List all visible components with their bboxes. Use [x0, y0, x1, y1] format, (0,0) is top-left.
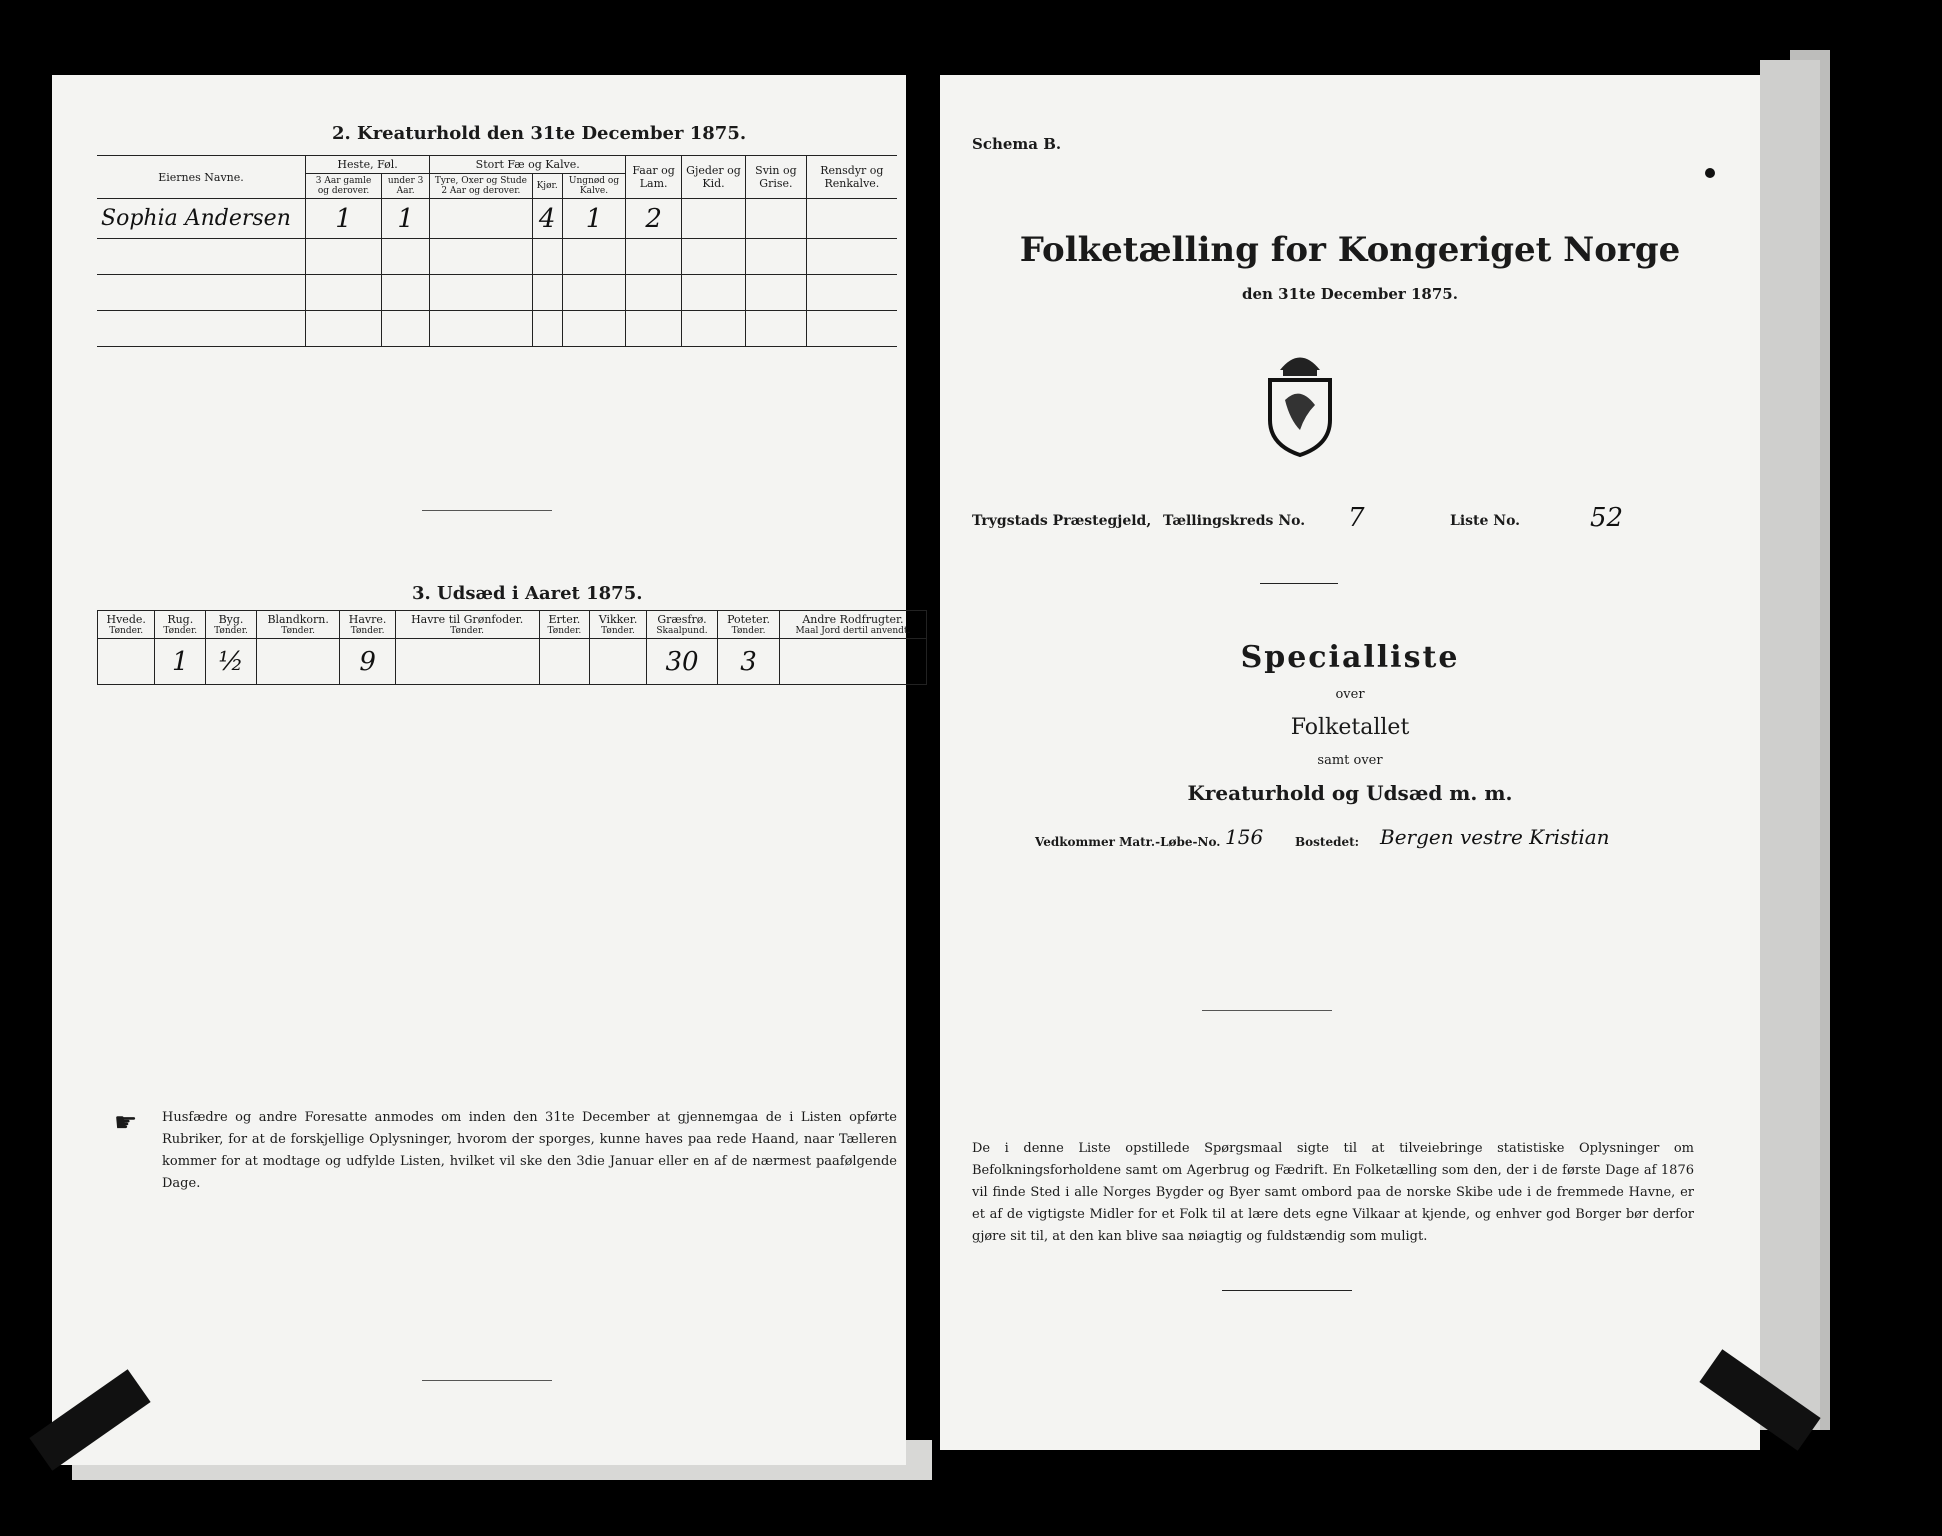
coat-of-arms-icon [1255, 340, 1345, 460]
seed-table [97, 610, 927, 685]
seed-header-name: Byg. [218, 613, 244, 626]
seed-header-name: Havre til Grønfoder. [411, 613, 524, 626]
liste-value: 52 [1590, 503, 1624, 533]
seed-header-name: Havre. [348, 613, 387, 626]
cell-horse-a: 1 [306, 199, 382, 239]
divider [1222, 1290, 1352, 1291]
header-cattle-b: Kjør. [532, 174, 562, 199]
table-row [97, 239, 897, 275]
header-owner: Eiernes Navne. [97, 156, 306, 199]
main-title: Folketælling for Kongeriget Norge [1019, 230, 1681, 270]
seed-header-unit: Tønder. [731, 626, 766, 636]
seed-value: 30 [646, 639, 717, 685]
seed-header-name: Blandkorn. [267, 613, 329, 626]
cell-sheep: 2 [626, 199, 682, 239]
table-row [98, 639, 927, 685]
seed-header-unit: Tønder. [109, 626, 144, 636]
seed-header [539, 611, 590, 639]
section2-title: 2. Kreaturhold den 31te December 1875. [332, 123, 747, 144]
seed-value: 9 [340, 639, 395, 685]
seed-header-unit: Tønder. [350, 626, 385, 636]
seed-value [779, 639, 926, 685]
cell-cattle-a [430, 199, 532, 239]
pointing-hand-icon: ☛ [114, 1108, 138, 1138]
schema-label: Schema B. [972, 135, 1062, 153]
seed-value: 1 [155, 639, 206, 685]
folketallet-label: Folketallet [1290, 715, 1410, 740]
header-cattle-a: Tyre, Oxer og Stude 2 Aar og derover. [430, 174, 532, 199]
seed-header [98, 611, 155, 639]
seed-header-name: Erter. [548, 613, 581, 626]
seed-header [206, 611, 257, 639]
cell-horse-b: 1 [382, 199, 430, 239]
header-pig: Svin og Grise. [746, 156, 807, 199]
table-row [97, 275, 897, 311]
over-label: over [1335, 687, 1365, 702]
tellingskrets-label: Tællingskreds No. [1163, 513, 1306, 529]
seed-header [256, 611, 340, 639]
seed-header-unit: Tønder. [450, 626, 485, 636]
table-row [97, 199, 897, 239]
seed-header-name: Andre Rodfrugter. [802, 613, 904, 626]
liste-label: Liste No. [1450, 513, 1521, 529]
section3-title: 3. Udsæd i Aaret 1875. [412, 583, 643, 604]
seed-header-unit: Tønder. [214, 626, 248, 636]
left-page [52, 75, 911, 1465]
prestegjeld-label: Trygstads Præstegjeld, [972, 513, 1152, 529]
seed-header [155, 611, 206, 639]
header-horse: Heste, Føl. [306, 156, 430, 174]
seed-header-unit: Tønder. [547, 626, 582, 636]
matr-label: Vedkommer Matr.-Løbe-No. [1035, 835, 1221, 849]
owner-name: Sophia Andersen [97, 199, 306, 239]
seed-header [718, 611, 780, 639]
table-row [97, 311, 897, 347]
seed-value [539, 639, 590, 685]
seed-value [395, 639, 539, 685]
cell-pig [746, 199, 807, 239]
matr-value: 156 [1225, 825, 1264, 849]
bosted-value: Bergen vestre Kristian [1380, 825, 1610, 849]
seed-header-unit: Skaalpund. [656, 626, 708, 636]
cell-reindeer [806, 199, 897, 239]
header-goat: Gjeder og Kid. [681, 156, 745, 199]
page-stack-edge [1760, 60, 1820, 1430]
header-cattle-c: Ungnød og Kalve. [562, 174, 626, 199]
divider [1202, 1010, 1332, 1011]
kreaturhold-label: Kreaturhold og Udsæd m. m. [1187, 781, 1513, 805]
seed-header-name: Poteter. [727, 613, 771, 626]
cell-cattle-b: 4 [532, 199, 562, 239]
bosted-label: Bostedet: [1295, 835, 1360, 849]
subtitle: den 31te December 1875. [1242, 285, 1458, 303]
header-sheep: Faar og Lam. [626, 156, 682, 199]
specialliste-title: Specialliste [1240, 640, 1460, 675]
divider [422, 1380, 552, 1381]
seed-header-name: Vikker. [598, 613, 638, 626]
seed-header [779, 611, 926, 639]
cell-cattle-c: 1 [562, 199, 626, 239]
seed-header [340, 611, 395, 639]
seed-header [646, 611, 717, 639]
seed-value [256, 639, 340, 685]
cell-goat [681, 199, 745, 239]
seed-header-name: Græsfrø. [657, 613, 707, 626]
divider [1260, 583, 1338, 584]
seed-header-name: Rug. [167, 613, 194, 626]
header-horse-a: 3 Aar gamle og derover. [306, 174, 382, 199]
header-horse-b: under 3 Aar. [382, 174, 430, 199]
seed-header-unit: Tønder. [281, 626, 316, 636]
seed-value: ½ [206, 639, 257, 685]
footer-text: De i denne Liste opstillede Spørgsmaal sigte til at tilveiebringe statistiske Oplysninger om Befolkningsforholdene samt om Agerbrug og Fædrift. En Folketælling som den, der i de første Dage af 1876 vil finde Sted i alle Norges Bygder og Byer samt ombord paa de norske Skibe ude i de fremmede Havne, er et af de vigtigste Midler for et Folk til at lære dets egne Vilkaar at kjende, og enhver god Borger bør derfor gjøre sit til, at den kan blive saa nøiagtig og fuldstændig som muligt. [972, 1141, 1694, 1244]
instructions-notice: Husfædre og andre Foresatte anmodes om inden den 31te December at gjennemgaa de i Listen opførte Rubriker, for at de forskjellige Oplysninger, hvorom der sporges, kunne haves paa rede Haand, naar Tælleren kommer for at modtage og udfylde Listen, hvilket vil ske den 3die Januar eller en af de nærmest paafølgende Dage. [162, 1110, 897, 1191]
seed-header [590, 611, 647, 639]
tellingskrets-value: 7 [1348, 503, 1365, 533]
seed-header [395, 611, 539, 639]
seed-value [590, 639, 647, 685]
right-page [940, 75, 1760, 1450]
seed-header-name: Hvede. [106, 613, 146, 626]
seed-value: 3 [718, 639, 780, 685]
seed-header-unit: Maal Jord dertil anvendt. [795, 626, 911, 636]
samt-over-label: samt over [1317, 753, 1383, 768]
header-cattle: Stort Fæ og Kalve. [430, 156, 626, 174]
seed-value [98, 639, 155, 685]
header-reindeer: Rensdyr og Renkalve. [806, 156, 897, 199]
seed-header-unit: Tønder. [163, 626, 198, 636]
ink-dot [1705, 168, 1715, 178]
divider [422, 510, 552, 511]
livestock-table [97, 155, 897, 347]
seed-header-unit: Tønder. [601, 626, 635, 636]
